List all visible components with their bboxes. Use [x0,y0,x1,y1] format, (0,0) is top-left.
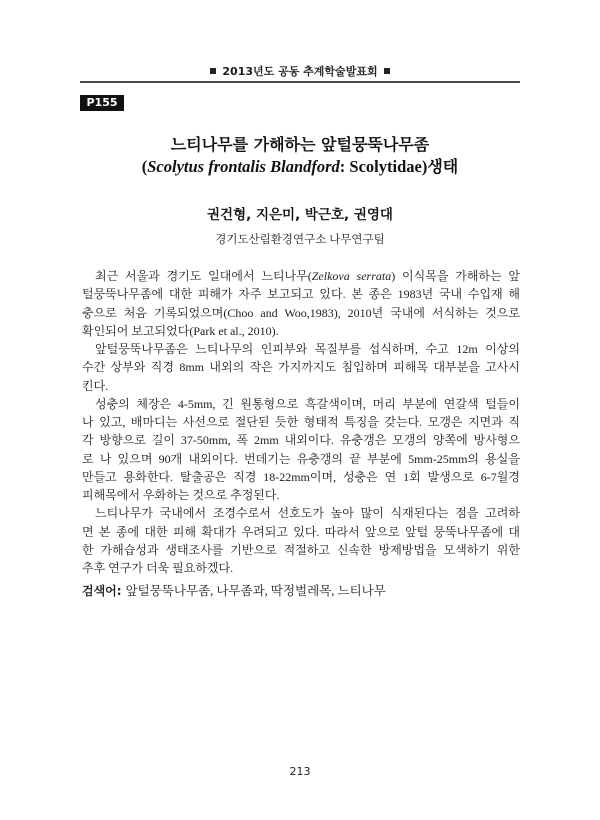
abstract-line: 앞털뭉뚝나무좀은 느티나무의 인피부와 목질부를 섭식하며, 수고 12m 이상의 [95,342,520,356]
abstract-line: 로 나 있으며 90개 내외이다. 번데기는 유충갱의 끝 부분에 5mm-25mm의 용실을 [82,451,520,466]
abstract-line: 추후 연구가 더욱 필요하겠다. [82,561,234,575]
keywords [82,582,386,600]
abstract-line: 킨다. [82,378,109,393]
paper-title-line2 [0,156,600,178]
paper-title-line1: 느티나무를 가해하는 앞털뭉뚝나무좀 [170,135,430,154]
abstract-line: 각 방향으로 길이 37-50mm, 폭 2mm 내외이다. 유충갱은 모갱의 양쪽에 방사형으 [82,433,520,448]
author-list: 권건형, 지은미, 박근호, 권영대 [207,207,393,223]
abstract-line: 성충의 체장은 4-5mm, 긴 원통형으로 흑갈색이며, 머리 부분에 연갈색 털들이 [95,396,520,411]
poster-number-badge: P155 [80,95,124,111]
abstract-line: 수간 상부와 직경 8mm 내외의 작은 가지까지도 침입하며 피해목 대부분을 고사시 [82,360,520,375]
abstract-line [82,267,520,285]
keywords-value: 앞털뭉뚝나무좀, 나무좀과, 딱정벌레목, 느티나무 [125,584,386,598]
conference-title: 2013년도 공동 추계학술발표회 [222,65,378,78]
title-family-name: : Scolytidae) [339,157,428,176]
abstract-line: 확인되어 보고되었다(Park et al., 2010). [82,323,279,338]
square-bullet-icon [210,68,216,74]
abstract-body [82,267,520,577]
abstract-line: 털뭉뚝나무좀에 대한 피해가 자주 보고되고 있다. 본 종은 1983년 국내 수입재 해 [82,287,520,302]
conference-header [80,63,520,83]
abstract-line: 만들고 용화한다. 탈출공은 직경 18-22mm이며, 성충은 연 1회 발생으로 6-7월경 [82,469,520,484]
abstract-line: 나 있고, 배마디는 사선으로 절단된 듯한 형태적 특징을 갖는다. 모갱은 지면과 직 [82,415,520,429]
abstract-line: 피해목에서 우화하는 것으로 추정된다. [82,488,280,502]
species-name: Zelkova serrata [311,269,392,283]
page-number: 213 [289,765,311,778]
abstract-line: 한 가해습성과 생태조사를 기반으로 적절하고 신속한 방제방법을 모색하기 위한 [82,542,520,557]
abstract-line: 충으로 처음 기록되었으며(Choo and Woo,1983), 2010년 국내에 서식하는 것으로 [82,305,520,320]
abstract-text: ) 이식목을 가해하는 앞 [391,269,521,283]
title-paren-open: ( [141,157,148,176]
title-suffix: 생태 [427,157,459,176]
abstract-line: 면 본 종에 대한 피해 확대가 우려되고 있다. 따라서 앞으로 앞털 뭉뚝나무좀에 대 [82,524,520,539]
title-species-name: Scolytus frontalis Blandford [147,157,340,176]
square-bullet-icon [384,68,390,74]
abstract-line: 느티나무가 국내에서 조경수로서 선호도가 높아 많이 식재된다는 점을 고려하 [95,506,520,521]
affiliation: 경기도산림환경연구소 나무연구팀 [215,234,385,246]
abstract-text: 최근 서울과 경기도 일대에서 느티나무( [95,269,312,283]
keywords-label: 검색어: [82,584,122,598]
